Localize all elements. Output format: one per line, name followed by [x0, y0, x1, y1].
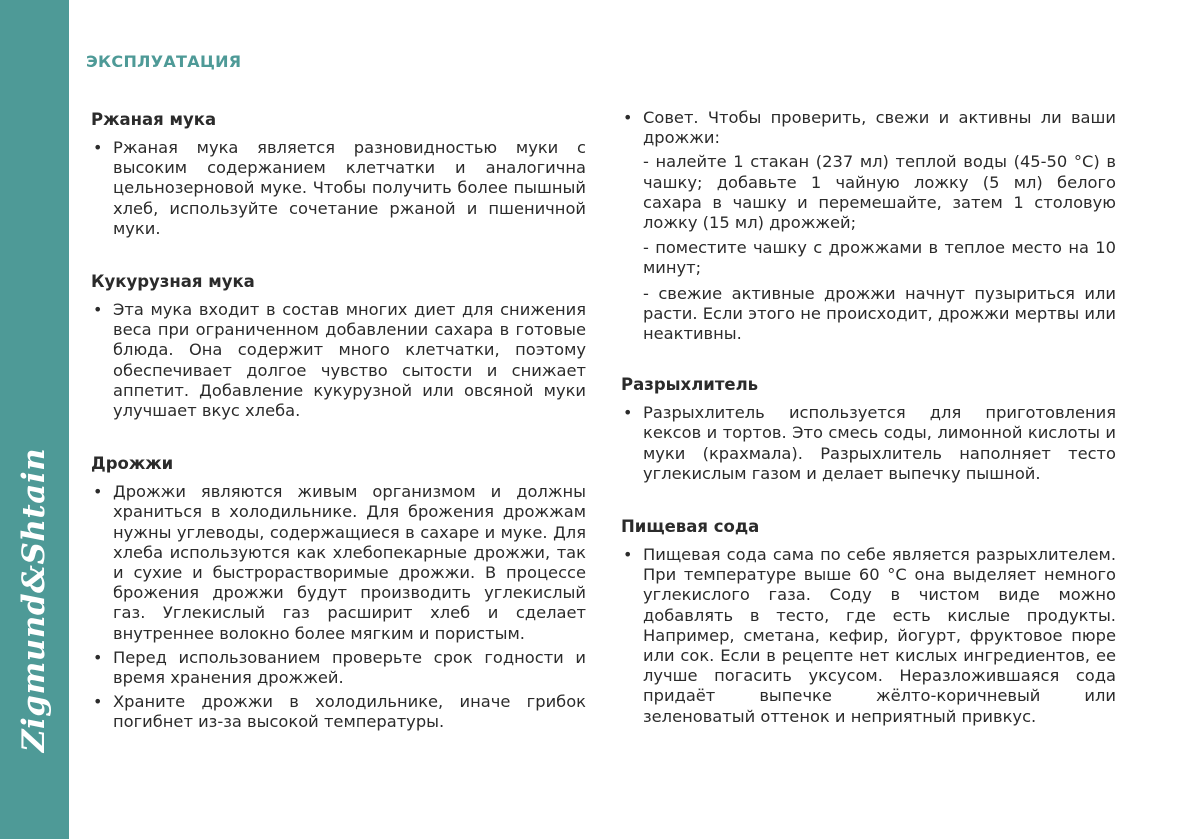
right-column	[621, 108, 1116, 758]
tip-step: - налейте 1 стакан (237 мл) теплой воды (45-50 °C) в чашку; добавьте 1 чайную ложку (5 мл) белого сахара в чашку и перемешайте, затем 1 столовую ложку (15 мл) дрожжей;	[643, 152, 1116, 233]
yeast-list	[91, 482, 586, 732]
rye-flour-heading: Ржаная мука	[91, 110, 217, 129]
yeast-section	[91, 452, 586, 732]
list-item: • Разрыхлитель используется для приготовления кексов и тортов. Это смесь соды, лимонной кислоты и муки (крахмала). Разрыхлитель наполняет тесто углекислым газом и делает выпечку пышной.	[621, 403, 1116, 484]
list-item: • Совет. Чтобы проверить, свежи и активны ли ваши дрожжи:	[621, 108, 1116, 148]
baking-soda-list	[621, 545, 1116, 727]
section-title: ЭКСПЛУАТАЦИЯ	[86, 52, 242, 71]
sidebar	[0, 0, 69, 839]
baking-powder-heading: Разрыхлитель	[621, 375, 759, 395]
corn-flour-section	[91, 270, 586, 421]
list-item: • Перед использованием проверьте срок годности и время хранения дрожжей.	[91, 648, 586, 688]
brand-logo: Zigmund&Shtain	[16, 447, 52, 753]
tip-step: - поместите чашку с дрожжами в теплое место на 10 минут;	[643, 238, 1116, 278]
left-column	[91, 108, 586, 764]
yeast-tip-section	[621, 108, 1116, 344]
yeast-tip-list	[621, 108, 1116, 148]
baking-soda-heading: Пищевая сода	[621, 517, 760, 537]
baking-soda-section	[621, 515, 1116, 727]
list-item: • Эта мука входит в состав многих диет для снижения веса при ограниченном добавлении сахара в готовые блюда. Она содержит много клетчатки, поэтому обеспечивает долгое чувство сытости и снижает аппетит. Добавление кукурузной или овсяной муки улучшает вкус хлеба.	[91, 300, 586, 421]
list-item: • Дрожжи являются живым организмом и должны храниться в холодильнике. Для брожения дрожжам нужны углеводы, содержащиеся в сахаре и муке. Для хлеба используются как хлебопекарные дрожжи, так и сухие и быстрорастворимые дрожжи. В процессе брожения дрожжи будут производить углекислый газ. Углекислый газ расширит хлеб и сделает внутреннее волокно более мягким и пористым.	[91, 482, 586, 644]
rye-flour-section	[91, 108, 586, 239]
list-item: • Храните дрожжи в холодильнике, иначе грибок погибнет из-за высокой температуры.	[91, 692, 586, 732]
tip-step: - свежие активные дрожжи начнут пузыриться или расти. Если этого не происходит, дрожжи мертвы или неактивны.	[643, 283, 1116, 344]
baking-powder-section	[621, 373, 1116, 484]
corn-flour-heading: Кукурузная мука	[91, 272, 255, 292]
list-item: • Ржаная мука является разновидностью муки с высоким содержанием клетчатки и аналогична цельнозерновой муке. Чтобы получить более пышный хлеб, используйте сочетание ржаной и пшеничной муки.	[91, 138, 586, 239]
yeast-heading: Дрожжи	[91, 454, 174, 474]
baking-powder-list	[621, 403, 1116, 484]
list-item: • Пищевая сода сама по себе является разрыхлителем. При температуре выше 60 °C она выделяет немного углекислого газа. Соду в чистом виде можно добавлять в тесто, где есть кислые продукты. Например, сметана, кефир, йогурт, фруктовое пюре или сок. Если в рецепте нет кислых ингредиентов, ее лучше погасить уксусом. Неразложившаяся сода придаёт выпечке жёлто-коричневый или зеленоватый оттенок и неприятный привкус.	[621, 545, 1116, 727]
rye-flour-list	[91, 138, 586, 239]
corn-flour-list	[91, 300, 586, 421]
